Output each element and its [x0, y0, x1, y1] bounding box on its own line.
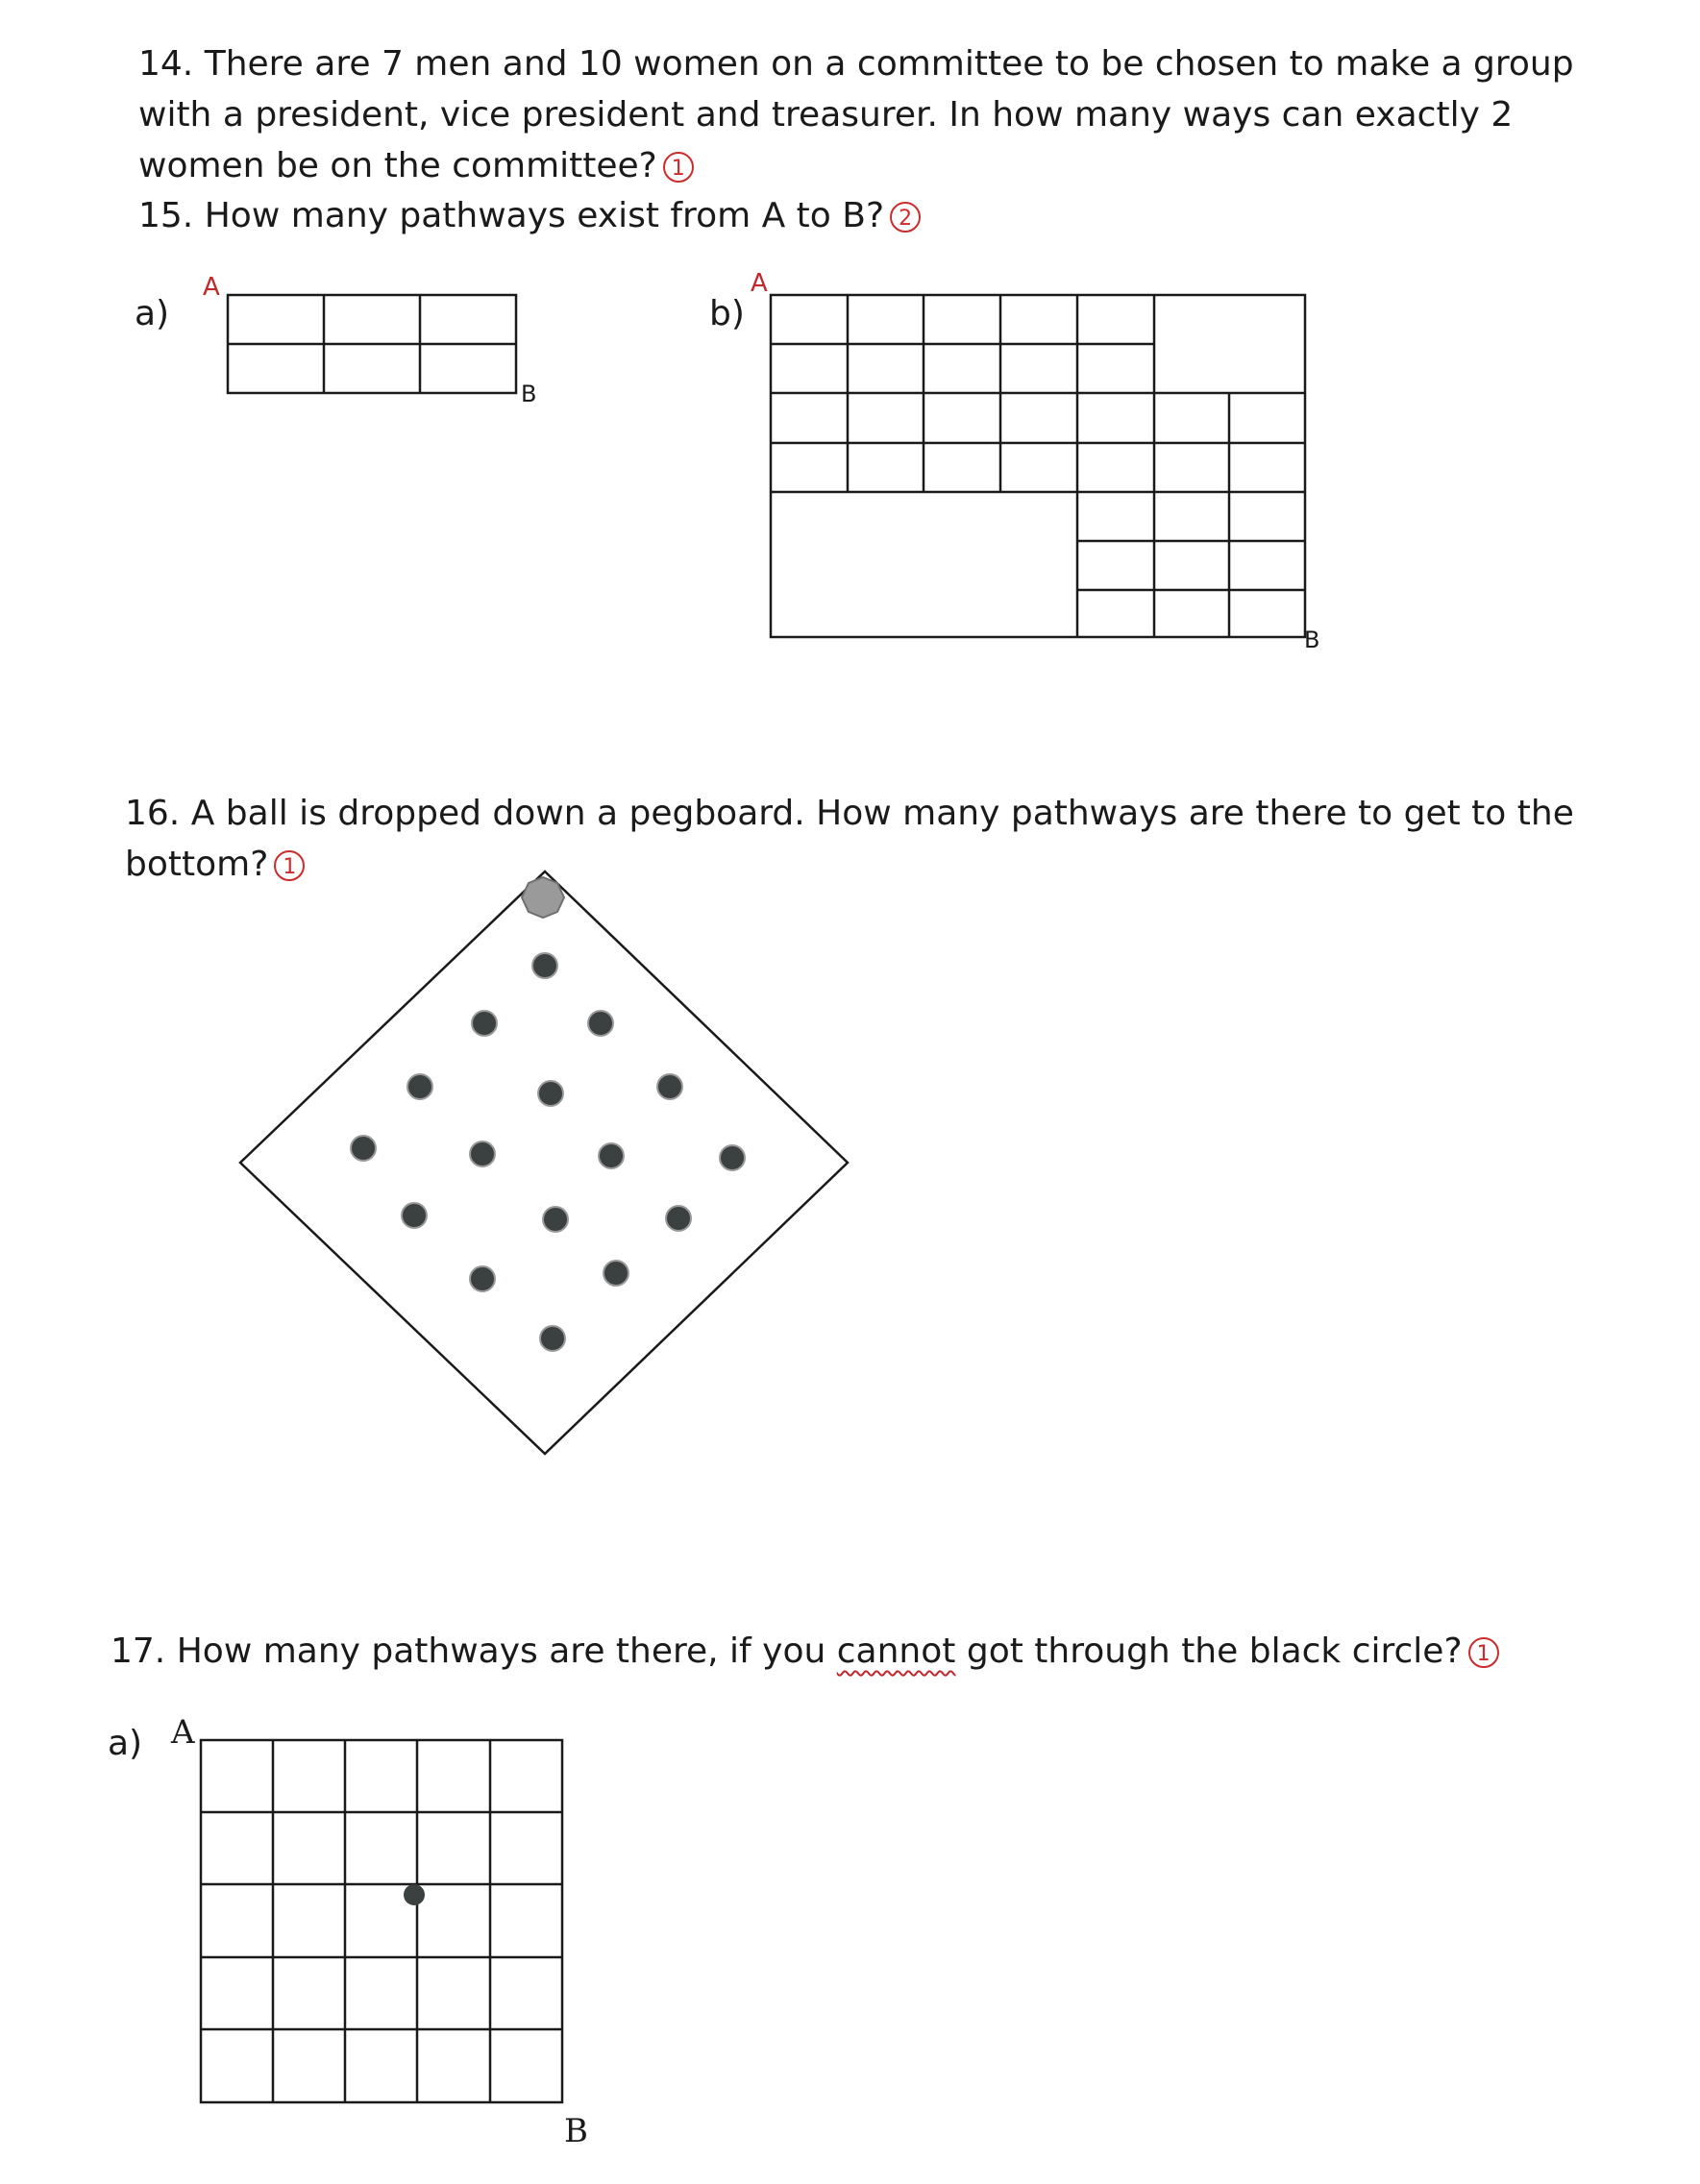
emphasis-cannot: cannot	[836, 1632, 956, 1671]
peg	[540, 1326, 565, 1351]
peg	[351, 1136, 376, 1161]
peg	[532, 953, 557, 978]
q15b-end-label: B	[1304, 626, 1320, 653]
peg	[472, 1011, 497, 1036]
pegs	[351, 953, 745, 1351]
q15b-start-label: A	[751, 269, 768, 298]
score-mark-icon: 2	[890, 202, 921, 233]
question-14-line-2: with a president, vice president and treasurer. In how many ways can exactly 2	[138, 95, 1514, 135]
peg	[720, 1145, 745, 1170]
question-16-line-2: bottom? 1	[125, 839, 1624, 890]
peg	[604, 1261, 628, 1286]
question-15: 15. How many pathways exist from A to B? 2	[138, 190, 921, 241]
peg	[538, 1081, 563, 1106]
peg	[402, 1203, 427, 1228]
q17a-grid	[201, 1740, 562, 2102]
q15-part-a-label: a)	[135, 294, 170, 333]
peg	[666, 1206, 691, 1231]
q15a-end-label: B	[521, 380, 537, 407]
peg	[543, 1207, 568, 1232]
question-16-line-1: 16. A ball is dropped down a pegboard. How many pathways are there to get to the	[125, 794, 1574, 833]
peg	[407, 1074, 432, 1099]
score-mark-icon: 1	[274, 850, 305, 881]
question-17: 17. How many pathways are there, if you cannot got through the black circle? 1	[111, 1626, 1610, 1677]
question-14-line-1: 14. There are 7 men and 10 women on a committee to be chosen to make a group	[138, 44, 1574, 84]
peg	[657, 1074, 682, 1099]
score-mark-icon: 1	[1468, 1637, 1499, 1668]
q17a-end-label: B	[564, 2112, 588, 2150]
score-mark-icon: 1	[663, 152, 694, 183]
peg	[599, 1143, 624, 1168]
q17-part-a-label: a)	[108, 1724, 143, 1763]
peg	[470, 1141, 495, 1166]
blocked-circle-icon	[404, 1884, 425, 1905]
q15b-grid	[771, 295, 1305, 637]
question-14-line-3: women be on the committee? 1	[138, 140, 1580, 191]
q15-part-b-label: b)	[709, 294, 745, 333]
q15a-grid	[228, 295, 516, 393]
peg	[470, 1266, 495, 1291]
q15a-start-label: A	[203, 273, 220, 302]
q17a-start-label: A	[171, 1713, 195, 1752]
peg	[588, 1011, 613, 1036]
ball-icon	[522, 877, 564, 918]
